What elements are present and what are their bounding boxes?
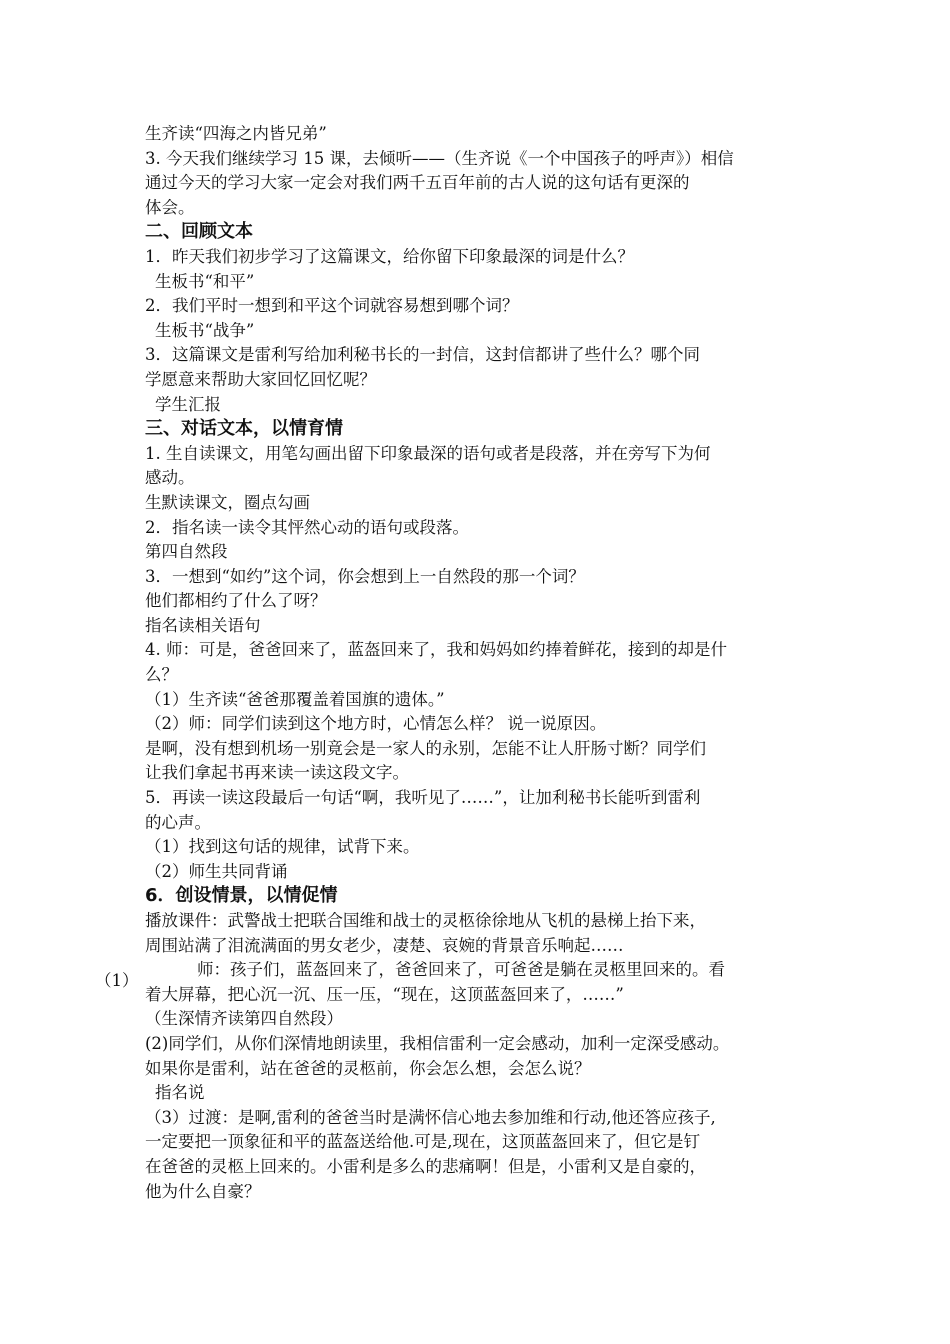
text-line: 生板书“和平” [155, 271, 255, 291]
text-line: 一定要把一顶象征和平的蓝盔送给他.可是,现在，这顶蓝盔回来了，但它是钉 [145, 1132, 700, 1152]
text-line: 么？ [145, 665, 178, 685]
text-line: （3）过渡：是啊,雷利的爸爸当时是满怀信心地去参加维和行动,他还答应孩子, [145, 1107, 716, 1127]
text-line: 学生汇报 [155, 394, 221, 414]
text-line: 他们都相约了什么了呀？ [145, 591, 327, 611]
text-line: (2)同学们，从你们深情地朗读里，我相信雷利一定会感动，加利一定深受感动。 [145, 1033, 730, 1053]
text-line: 3. 今天我们继续学习 15 课，去倾听——（生齐说《一个中国孩子的呼声》）相信 [145, 148, 734, 168]
text-line: 生默读课文，圈点勾画 [145, 492, 310, 512]
text-line: 5．再读一读这段最后一句话“啊，我听见了……”，让加利秘书长能听到雷利 [145, 788, 701, 808]
text-line: 3．一想到“如约”这个词，你会想到上一自然段的那一个词？ [145, 566, 585, 586]
text-line: 2．我们平时一想到和平这个词就容易想到哪个词？ [145, 296, 519, 316]
text-line: 第四自然段 [145, 542, 228, 562]
text-line: 1．昨天我们初步学习了这篇课文，给你留下印象最深的词是什么？ [145, 246, 634, 266]
text-line: 生板书“战争” [155, 320, 255, 340]
text-line: 3．这篇课文是雷利写给加利秘书长的一封信，这封信都讲了些什么？哪个同 [145, 345, 700, 365]
text-line: 让我们拿起书再来读一读这段文字。 [145, 763, 409, 783]
text-line: 2．指名读一读令其怦然心动的语句或段落。 [145, 517, 469, 537]
text-line-content: 师：孩子们，蓝盔回来了，爸爸回来了，可爸爸是躺在灵柩里回来的。看 [197, 960, 725, 980]
text-line: 4. 师：可是，爸爸回来了，蓝盔回来了，我和妈妈如约捧着鲜花，接到的却是什 [145, 640, 727, 660]
text-line: 他为什么自豪？ [145, 1181, 261, 1201]
text-line: 生齐读“四海之内皆兄弟” [145, 124, 327, 143]
text-line: 学愿意来帮助大家回忆回忆呢？ [145, 369, 376, 389]
text-line: 通过今天的学习大家一定会对我们两千五百年前的古人说的这句话有更深的 [145, 173, 690, 193]
document-body [145, 122, 825, 1204]
text-line: （2）师生共同背诵 [145, 861, 288, 881]
text-line: 播放课件：武警战士把联合国维和战士的灵柩徐徐地从飞机的悬梯上抬下来， [145, 911, 706, 930]
section-heading: 三、对话文本，以情育情 [145, 418, 343, 440]
section-heading: 二、回顾文本 [145, 221, 253, 243]
text-line: 着大屏幕，把心沉一沉、压一压，“现在，这顶蓝盔回来了，……” [145, 984, 624, 1004]
text-line: 的心声。 [145, 812, 211, 832]
text-line: （生深情齐读第四自然段） [145, 1009, 343, 1029]
text-line: （2）师：同学们读到这个地方时，心情怎么样？ 说一说原因。 [145, 714, 607, 734]
text-line: 在爸爸的灵柩上回来的。小雷利是多么的悲痛啊！但是，小雷利又是自豪的， [145, 1156, 706, 1176]
text-line: 指名读相关语句 [145, 615, 261, 635]
section-heading: 6．创设情景，以情促情 [145, 885, 338, 907]
text-line: 体会。 [145, 197, 195, 217]
text-line: 指名说 [155, 1083, 205, 1103]
text-line: 是啊，没有想到机场一别竟会是一家人的永别，怎能不让人肝肠寸断？同学们 [145, 738, 706, 758]
margin-number-marker: （1） [95, 971, 139, 990]
text-line: 1. 生自读课文，用笔勾画出留下印象最深的语句或者是段落，并在旁写下为何 [145, 443, 711, 463]
text-line: 感动。 [145, 468, 195, 488]
text-line: 周围站满了泪流满面的男女老少，凄楚、哀婉的背景音乐响起…… [145, 935, 624, 955]
text-line: （1）找到这句话的规律，试背下来。 [145, 837, 420, 857]
text-line: （1）生齐读“爸爸那覆盖着国旗的遗体。” [145, 689, 445, 709]
text-line: 如果你是雷利，站在爸爸的灵柩前，你会怎么想，会怎么说？ [145, 1058, 591, 1078]
text-line [145, 958, 825, 983]
